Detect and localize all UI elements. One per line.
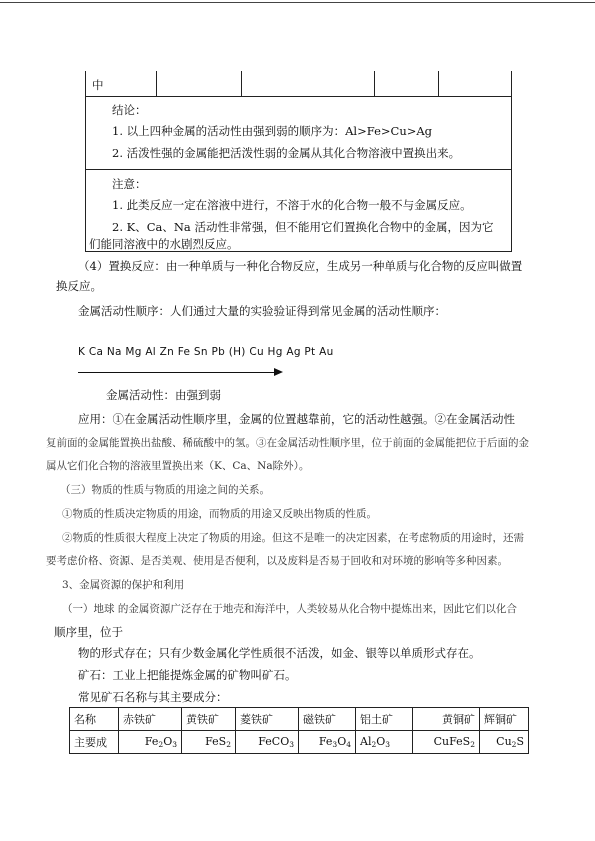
header-cell: 名称 bbox=[70, 708, 119, 731]
paragraph: 应用：①在金属活动性顺序里，金属的位置越靠前，它的活动性越强。②在金属活动性 bbox=[78, 412, 515, 426]
formula-cell: CuFeS$_2$ bbox=[413, 731, 480, 754]
section-heading: 3、金属资源的保护和利用 bbox=[62, 579, 185, 591]
paragraph: 属从它们化合物的溶液里置换出来（K、Ca、Na除外）。 bbox=[46, 460, 310, 472]
section-heading: （三）物质的性质与物质的用途之间的关系。 bbox=[60, 484, 270, 496]
row-label-cell: 主要成 bbox=[70, 731, 119, 754]
header-cell: 磁铁矿 bbox=[299, 708, 356, 731]
paragraph: 换反应。 bbox=[56, 279, 102, 293]
header-cell: 铝土矿 bbox=[356, 708, 413, 731]
formula-cell: $Cu_2S$ bbox=[480, 731, 529, 754]
paragraph: 矿石：工业上把能提炼金属的矿物叫矿石。 bbox=[78, 668, 297, 682]
paragraph: 复前面的金属能置换出盐酸、稀硫酸中的氢。③在金属活动性顺序里，位于前面的金属能把位于后面的金 bbox=[46, 437, 529, 449]
table-row-metal bbox=[85, 71, 512, 97]
arrow-icon bbox=[274, 368, 283, 376]
note-item-continued: 们能同溶液中的水剧烈反应。 bbox=[89, 237, 239, 251]
note-title: 注意： bbox=[112, 177, 147, 191]
conclusion-item: 1. 以上四种金属的活动性由强到弱的顺序为：Al>Fe>Cu>Ag bbox=[112, 124, 433, 138]
table-divider bbox=[241, 71, 242, 96]
header-cell: 黄铜矿 bbox=[413, 708, 480, 731]
paragraph: ①物质的性质决定物质的用途，而物质的用途又反映出物质的性质。 bbox=[62, 508, 377, 520]
paragraph: 常见矿石名称与其主要成分： bbox=[78, 690, 228, 704]
note-item: 2. K、Ca、Na 活动性非常强，但不能用它们置换化合物中的金属，因为它 bbox=[112, 220, 494, 234]
paragraph: 顺序里，位于 bbox=[54, 625, 123, 639]
row-label: 中 bbox=[92, 78, 104, 92]
ore-table bbox=[69, 707, 529, 754]
header-cell: 黄铁矿 bbox=[182, 708, 236, 731]
paragraph: 物的形式存在；只有少数金属化学性质很不活泼，如金、银等以单质形式存在。 bbox=[78, 646, 481, 660]
paragraph: （4）置换反应：由一种单质与一种化合物反应，生成另一种单质与化合物的反应叫做置 bbox=[78, 259, 523, 273]
table-row bbox=[70, 708, 529, 731]
page-top-rule bbox=[0, 2, 595, 3]
note-item: 1. 此类反应一定在溶液中进行，不溶于水的化合物一般不与金属反应。 bbox=[112, 198, 472, 212]
header-cell: 菱铁矿 bbox=[236, 708, 299, 731]
table-divider bbox=[374, 71, 375, 96]
header-cell: 辉铜矿 bbox=[480, 708, 529, 731]
conclusion-title: 结论： bbox=[112, 103, 147, 117]
table-divider bbox=[156, 71, 157, 96]
paragraph: （一）地球 的金属资源广泛存在于地壳和海洋中，人类较易从化合物中提炼出来，因此它们以化合 bbox=[62, 603, 517, 615]
header-cell: 赤铁矿 bbox=[119, 708, 182, 731]
activity-series: K Ca Na Mg Al Zn Fe Sn Pb (H) Cu Hg Ag Pt Au bbox=[78, 346, 334, 358]
formula-cell: $Fe_3O_4$ bbox=[299, 731, 356, 754]
table-divider bbox=[438, 71, 439, 96]
paragraph: 要考虑价格、资源、是否美观、使用是否便利，以及废料是否易于回收和对环境的影响等多种因素。 bbox=[46, 555, 508, 567]
formula-cell: $Fe_2O_3$ bbox=[119, 731, 182, 754]
series-caption: 金属活动性：由强到弱 bbox=[106, 388, 221, 402]
arrow-line bbox=[78, 372, 278, 373]
formula-cell: FeS$_2$ bbox=[182, 731, 236, 754]
paragraph: 金属活动性顺序：人们通过大量的实验验证得到常见金属的活动性顺序： bbox=[78, 304, 446, 318]
note-cell bbox=[85, 169, 512, 252]
formula-cell: FeCO$_3$ bbox=[236, 731, 299, 754]
table-row bbox=[70, 731, 529, 754]
conclusion-cell bbox=[85, 96, 512, 170]
conclusion-item: 2. 活泼性强的金属能把活泼性弱的金属从其化合物溶液中置换出来。 bbox=[112, 146, 461, 160]
formula-cell: $Al_2O_3$ bbox=[356, 731, 413, 754]
paragraph: ②物质的性质很大程度上决定了物质的用途。但这不是唯一的决定因素，在考虑物质的用途时，还需 bbox=[62, 532, 524, 544]
